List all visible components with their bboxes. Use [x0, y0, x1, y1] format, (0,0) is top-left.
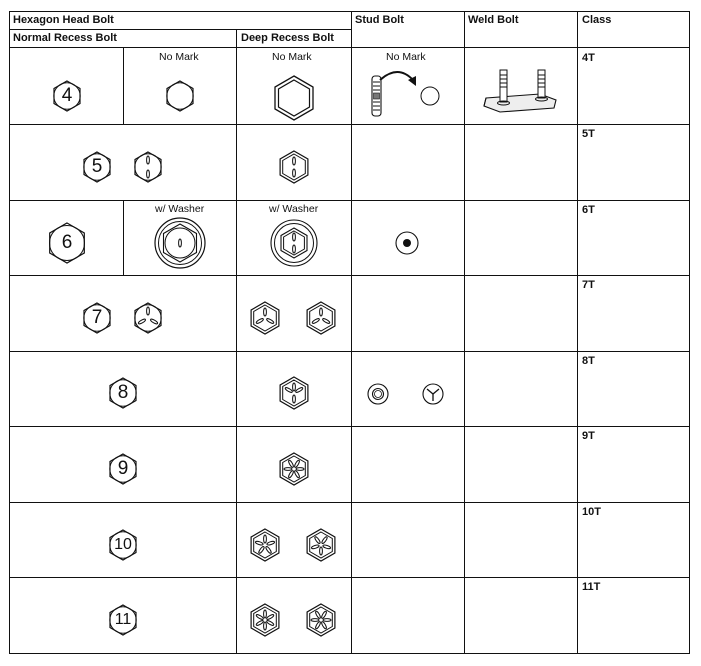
- bolt-number-11: 11: [114, 611, 132, 628]
- bolt-number-10: 10: [114, 536, 132, 553]
- arrow-icon: [380, 72, 416, 86]
- header-normal-recess-bolt: Normal Recess Bolt: [13, 32, 117, 44]
- header-deep-recess-bolt: Deep Recess Bolt: [241, 32, 334, 44]
- header-stud-bolt: Stud Bolt: [355, 14, 404, 26]
- class-label-5t: 5T: [582, 128, 595, 140]
- class-label-8t: 8T: [582, 355, 595, 367]
- weld-bolt-icon: [484, 70, 556, 112]
- bolt-number-5: 5: [91, 156, 103, 177]
- label-no-mark-deep: No Mark: [272, 51, 312, 63]
- label-washer-deep: w/ Washer: [269, 203, 319, 215]
- label-washer-normal: w/ Washer: [155, 203, 205, 215]
- bolt-number-8: 8: [117, 382, 129, 403]
- deep-recess-11-b-icon: [307, 604, 335, 636]
- deep-recess-7-a-icon: [251, 302, 279, 334]
- deep-recess-8-icon: [280, 377, 308, 409]
- class-label-4t: 4T: [582, 52, 595, 64]
- bolt-7-recess-mark-icon: [135, 303, 161, 333]
- class-label-6t: 6T: [582, 204, 595, 216]
- header-class: Class: [582, 14, 612, 26]
- header-hexagon-head-bolt: Hexagon Head Bolt: [13, 14, 114, 26]
- deep-recess-10-b-icon: [307, 529, 335, 561]
- deep-recess-9-icon: [280, 453, 308, 485]
- class-label-9t: 9T: [582, 430, 595, 442]
- bolt-no-mark-hex-icon: [167, 81, 193, 111]
- stud-end-y-mark-icon: [423, 384, 443, 404]
- bolt-number-9: 9: [117, 458, 129, 479]
- label-no-mark-normal: No Mark: [159, 51, 199, 63]
- deep-recess-no-mark-icon: [275, 76, 313, 120]
- class-label-7t: 7T: [582, 279, 595, 291]
- bolt-number-4: 4: [61, 85, 73, 106]
- class-label-10t: 10T: [582, 506, 601, 518]
- stud-bolt-side-icon: [372, 76, 381, 116]
- label-no-mark-stud: No Mark: [386, 51, 426, 63]
- class-label-11t: 11T: [582, 581, 601, 593]
- deep-recess-5-icon: [280, 151, 308, 183]
- deep-recess-washer-icon: [271, 220, 317, 266]
- deep-recess-11-a-icon: [251, 604, 279, 636]
- stud-end-dot-icon: [396, 232, 418, 254]
- bolt-number-7: 7: [91, 307, 103, 328]
- header-weld-bolt: Weld Bolt: [468, 14, 519, 26]
- bolt-5-recess-mark-icon: [135, 152, 161, 182]
- deep-recess-7-b-icon: [307, 302, 335, 334]
- stud-end-ring-icon: [368, 384, 388, 404]
- bolt-washer-icon: [155, 218, 205, 268]
- stud-end-no-mark-icon: [421, 87, 439, 105]
- bolt-number-6: 6: [61, 232, 73, 253]
- deep-recess-10-a-icon: [251, 529, 279, 561]
